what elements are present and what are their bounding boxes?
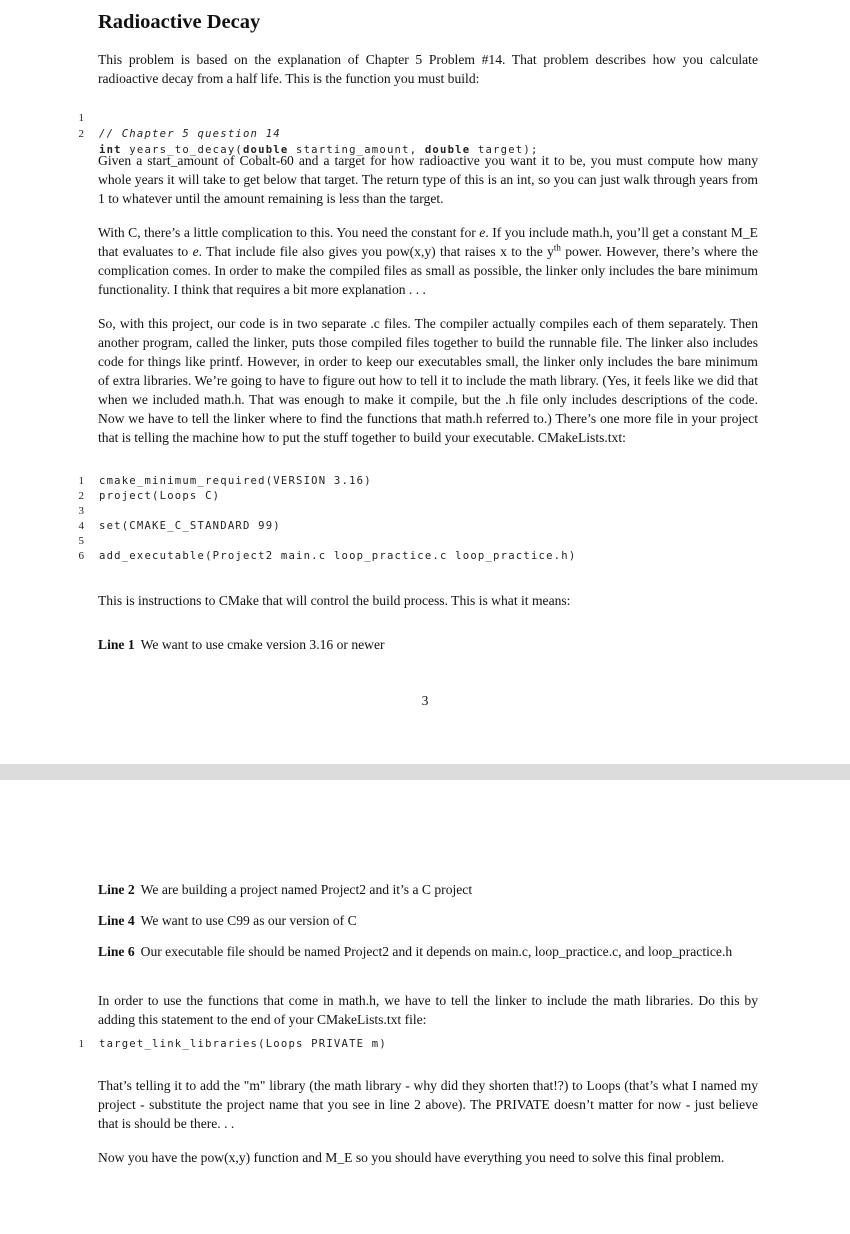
page-2: Line 2 We are building a project named Project2 and it’s a C project Line 4 We want to use C99 as our version of C Line 6 Our executable file should be named Project2 and it depends on main.c, loop_practice.c, and loop_practice.h In order to use the functions that come in math.h, we have to tell the linker to include the math libraries. Do this by adding this statement to the end of your CMakeLists.txt file: 1 target_link_libraries(Loops PRIVATE m) That’s telling it to add the "m" library (the math library - why did they shorten that!?) to Loops (that’s what I named my project - substitute the project name that you see in line 2 above). The PRIVATE doesn’t matter for now - just believe that is should be there. . . Now you have the pow(x,y) function and M_E so you should have everything you need to solve this final problem. bbox=[0, 780, 850, 1234]
line-description-2: Line 2 We are building a project named Project2 and it’s a C project bbox=[98, 882, 473, 897]
page-1: Radioactive Decay This problem is based on the explanation of Chapter 5 Problem #14. That problem describes how you calculate radioactive decay from a half life. This is the function you must build: 1 // Chapter 5 question 14 2 int years_to_decay(double starting_amount, double target); Given a start_amount of Cobalt-60 and a target for how radioactive you want it to be, you must compute how many whole years it will take to get below that target. The return type of this is an int, so you can just walk through years from 1 to whatever until the amount remaining is less than the target. With C, there’s a little complication to this. You need the constant for e. If you include math.h, you’ll get a constant M_E that evaluates to e. That include file also gives you pow(x,y) that raises x to the $y^{th}$ power. However, there’s where the complication comes. In order to make the compiled files as small as possible, the linker only includes the bare minimum functionality. I think that requires a bit more explanation . . . So, with this project, our code is in two separate .c files. The compiler actually compiles each of them separately. Then another program, called the linker, puts those compiled files together to build the runnable file. The linker also includes code for things like printf. However, in order to keep our executables small, the linker only includes the bare minimum of extra libraries. We’re going to have to figure out how to tell it to include the math library. (Yes, it feels like we did that when we included math.h. That was enough to make it compile, but the .h file only includes descriptions of the code. Now we have to tell the linker where to find the functions that math.h referred to.) There’s one more file in your project that is telling the machine how to put the stuff together to build your executable. CMakeLists.txt: 1 cmake_minimum_required(VERSION 3.16) 2 project(Loops C) 3 4 set(CMAKE_C_STANDARD 99) 5 6 add_executable(Project2 main.c loop_practice.c loop_practice.h) This is instructions to CMake that will control the build process. This is what it means: Line 1 We want to use cmake version 3.16 or newer 3 bbox=[0, 0, 850, 764]
function-name: years_to_decay( bbox=[121, 144, 243, 156]
code-comment: // Chapter 5 question 14 bbox=[99, 128, 281, 140]
paragraph-final: Now you have the pow(x,y) function and M_E so you should have everything you need to solve this final problem. bbox=[98, 1150, 725, 1165]
paragraph-linker-explanation: So, with this project, our code is in two separate .c files. The compiler actually compiles each of them separately. Then another program, called the linker, puts those compiled files together to build the runnable file. The linker also includes code for things like printf. However, in order to keep our executables small, the linker only includes the bare minimum of extra libraries. We’re going to have to figure out how to tell it to include the math library. (Yes, it feels like we did that when we included math.h. That was enough to make it compile, but the .h file only includes descriptions of the code. Now we have to tell the linker where to find the functions that math.h referred to.) There’s one more file in your project that is telling the machine how to put the stuff together to build your executable. CMakeLists.txt: bbox=[98, 316, 758, 445]
line-description-1: Line 1 We want to use cmake version 3.16 or newer bbox=[98, 637, 385, 652]
param-1: starting_amount, bbox=[288, 144, 425, 156]
intro-paragraph: This problem is based on the explanation of Chapter 5 Problem #14. That problem describes how you calculate radioactive decay from a half life. This is the function you must build: bbox=[98, 52, 758, 86]
paragraph-cmake-intro: This is instructions to CMake that will control the build process. This is what it means: bbox=[98, 593, 571, 608]
page-title: Radioactive Decay bbox=[98, 11, 261, 33]
page-separator bbox=[0, 764, 850, 780]
paragraph-link-math: In order to use the functions that come in math.h, we have to tell the linker to include the math libraries. Do this by adding this statement to the end of your CMakeLists.txt file: bbox=[98, 993, 758, 1027]
paragraph-math-constant: With C, there’s a little complication to this. You need the constant for e. If you include math.h, you’ll get a constant M_E that evaluates to e. That include file also gives you pow(x,y) that raises x to the $y^{th}$ power. However, there’s where the complication comes. In order to make the compiled files as small as possible, the linker only includes the bare minimum functionality. I think that requires a bit more explanation . . . bbox=[98, 225, 758, 297]
line-number: 1 bbox=[78, 112, 84, 124]
line-number: 2 bbox=[78, 128, 84, 140]
param-2: target); bbox=[470, 144, 539, 156]
line-description-6: Line 6 Our executable file should be named Project2 and it depends on main.c, loop_practice.c, and loop_practice.h bbox=[98, 944, 733, 959]
paragraph-years-to-decay: Given a start_amount of Cobalt-60 and a target for how radioactive you want it to be, you must compute how many whole years it will take to get below that target. The return type of this is an int, so you can just walk through years from 1 to whatever until the amount remaining is less than the target. bbox=[98, 153, 758, 206]
keyword-int: int bbox=[99, 144, 122, 156]
keyword-double: double bbox=[242, 144, 289, 156]
page-number: 3 bbox=[421, 693, 429, 708]
line-description-4: Line 4 We want to use C99 as our version of C bbox=[98, 913, 357, 928]
code-line bbox=[0, 94, 281, 140]
paragraph-m-library: That’s telling it to add the "m" library (the math library - why did they shorten that!?) to Loops (that’s what I named my project - substitute the project name that you see in line 2 above). The PRIVATE doesn’t matter for now - just believe that is should be there. . . bbox=[98, 1078, 758, 1131]
keyword-double: double bbox=[424, 144, 471, 156]
